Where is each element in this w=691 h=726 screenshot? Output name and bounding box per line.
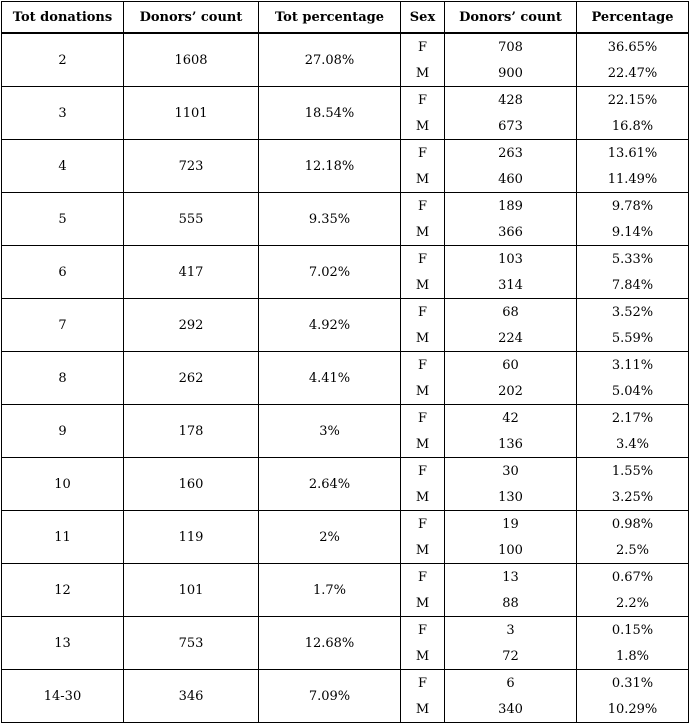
sex-cell: M xyxy=(401,272,445,299)
donors-count-cell: 119 xyxy=(124,511,259,564)
sex-cell: M xyxy=(401,484,445,511)
donors-count-cell: 101 xyxy=(124,564,259,617)
percentage-cell: 2.2% xyxy=(577,590,689,617)
sex-cell: M xyxy=(401,219,445,246)
percentage-cell: 3.4% xyxy=(577,431,689,458)
sex-donors-count-cell: 900 xyxy=(445,60,577,87)
sex-cell: M xyxy=(401,325,445,352)
header-donors-count: Donors’ count xyxy=(124,2,259,34)
sex-cell: F xyxy=(401,87,445,114)
tot-percentage-cell: 7.09% xyxy=(259,670,401,723)
donors-count-cell: 555 xyxy=(124,193,259,246)
sex-cell: F xyxy=(401,564,445,591)
donors-count-cell: 346 xyxy=(124,670,259,723)
tot-donations-cell: 3 xyxy=(2,87,124,140)
percentage-cell: 5.59% xyxy=(577,325,689,352)
sex-cell: F xyxy=(401,140,445,167)
tot-donations-cell: 2 xyxy=(2,33,124,87)
sex-cell: F xyxy=(401,352,445,379)
header-percentage: Percentage xyxy=(577,2,689,34)
table-row xyxy=(2,87,689,114)
sex-cell: F xyxy=(401,617,445,644)
sex-donors-count-cell: 366 xyxy=(445,219,577,246)
percentage-cell: 0.98% xyxy=(577,511,689,538)
tot-donations-cell: 12 xyxy=(2,564,124,617)
sex-donors-count-cell: 103 xyxy=(445,246,577,273)
percentage-cell: 5.33% xyxy=(577,246,689,273)
percentage-cell: 2.5% xyxy=(577,537,689,564)
percentage-cell: 3.11% xyxy=(577,352,689,379)
table-row xyxy=(2,670,689,697)
header-tot-donations: Tot donations xyxy=(2,2,124,34)
percentage-cell: 3.25% xyxy=(577,484,689,511)
sex-donors-count-cell: 19 xyxy=(445,511,577,538)
tot-donations-cell: 7 xyxy=(2,299,124,352)
percentage-cell: 0.15% xyxy=(577,617,689,644)
percentage-cell: 16.8% xyxy=(577,113,689,140)
sex-donors-count-cell: 224 xyxy=(445,325,577,352)
table-row xyxy=(2,458,689,485)
donors-count-cell: 1101 xyxy=(124,87,259,140)
sex-donors-count-cell: 136 xyxy=(445,431,577,458)
donations-table xyxy=(1,1,689,723)
percentage-cell: 9.14% xyxy=(577,219,689,246)
sex-donors-count-cell: 708 xyxy=(445,33,577,60)
percentage-cell: 11.49% xyxy=(577,166,689,193)
sex-cell: F xyxy=(401,670,445,697)
tot-donations-cell: 6 xyxy=(2,246,124,299)
tot-donations-cell: 9 xyxy=(2,405,124,458)
tot-donations-cell: 4 xyxy=(2,140,124,193)
sex-donors-count-cell: 460 xyxy=(445,166,577,193)
sex-cell: F xyxy=(401,511,445,538)
tot-percentage-cell: 7.02% xyxy=(259,246,401,299)
table-row xyxy=(2,246,689,273)
tot-donations-cell: 13 xyxy=(2,617,124,670)
percentage-cell: 13.61% xyxy=(577,140,689,167)
tot-donations-cell: 11 xyxy=(2,511,124,564)
sex-donors-count-cell: 60 xyxy=(445,352,577,379)
sex-cell: M xyxy=(401,537,445,564)
percentage-cell: 0.31% xyxy=(577,670,689,697)
donors-count-cell: 292 xyxy=(124,299,259,352)
sex-donors-count-cell: 202 xyxy=(445,378,577,405)
sex-donors-count-cell: 68 xyxy=(445,299,577,326)
table-body xyxy=(2,33,689,723)
donors-count-cell: 1608 xyxy=(124,33,259,87)
sex-donors-count-cell: 340 xyxy=(445,696,577,723)
sex-donors-count-cell: 72 xyxy=(445,643,577,670)
percentage-cell: 36.65% xyxy=(577,33,689,60)
tot-percentage-cell: 12.68% xyxy=(259,617,401,670)
donors-count-cell: 160 xyxy=(124,458,259,511)
sex-cell: F xyxy=(401,193,445,220)
sex-donors-count-cell: 13 xyxy=(445,564,577,591)
table-row xyxy=(2,564,689,591)
sex-cell: F xyxy=(401,246,445,273)
sex-donors-count-cell: 673 xyxy=(445,113,577,140)
sex-donors-count-cell: 314 xyxy=(445,272,577,299)
table-row xyxy=(2,193,689,220)
tot-percentage-cell: 9.35% xyxy=(259,193,401,246)
table-row xyxy=(2,617,689,644)
percentage-cell: 0.67% xyxy=(577,564,689,591)
percentage-cell: 1.8% xyxy=(577,643,689,670)
percentage-cell: 10.29% xyxy=(577,696,689,723)
sex-cell: M xyxy=(401,113,445,140)
donors-count-cell: 753 xyxy=(124,617,259,670)
tot-percentage-cell: 27.08% xyxy=(259,33,401,87)
donors-count-cell: 723 xyxy=(124,140,259,193)
header-tot-percentage: Tot percentage xyxy=(259,2,401,34)
sex-donors-count-cell: 88 xyxy=(445,590,577,617)
sex-donors-count-cell: 428 xyxy=(445,87,577,114)
tot-percentage-cell: 3% xyxy=(259,405,401,458)
percentage-cell: 7.84% xyxy=(577,272,689,299)
percentage-cell: 2.17% xyxy=(577,405,689,432)
tot-percentage-cell: 4.41% xyxy=(259,352,401,405)
sex-donors-count-cell: 189 xyxy=(445,193,577,220)
percentage-cell: 1.55% xyxy=(577,458,689,485)
sex-cell: F xyxy=(401,299,445,326)
sex-donors-count-cell: 30 xyxy=(445,458,577,485)
table-row xyxy=(2,352,689,379)
tot-percentage-cell: 1.7% xyxy=(259,564,401,617)
sex-donors-count-cell: 130 xyxy=(445,484,577,511)
donors-count-cell: 178 xyxy=(124,405,259,458)
tot-percentage-cell: 18.54% xyxy=(259,87,401,140)
percentage-cell: 22.47% xyxy=(577,60,689,87)
sex-donors-count-cell: 6 xyxy=(445,670,577,697)
sex-cell: M xyxy=(401,696,445,723)
percentage-cell: 9.78% xyxy=(577,193,689,220)
header-row xyxy=(2,2,689,34)
sex-cell: F xyxy=(401,33,445,60)
sex-donors-count-cell: 3 xyxy=(445,617,577,644)
tot-donations-cell: 5 xyxy=(2,193,124,246)
table-row xyxy=(2,405,689,432)
sex-donors-count-cell: 100 xyxy=(445,537,577,564)
tot-donations-cell: 8 xyxy=(2,352,124,405)
donors-count-cell: 262 xyxy=(124,352,259,405)
tot-donations-cell: 14-30 xyxy=(2,670,124,723)
table-row xyxy=(2,511,689,538)
sex-cell: M xyxy=(401,378,445,405)
tot-percentage-cell: 2% xyxy=(259,511,401,564)
sex-cell: M xyxy=(401,431,445,458)
percentage-cell: 22.15% xyxy=(577,87,689,114)
tot-percentage-cell: 2.64% xyxy=(259,458,401,511)
sex-donors-count-cell: 263 xyxy=(445,140,577,167)
table-row xyxy=(2,299,689,326)
tot-percentage-cell: 4.92% xyxy=(259,299,401,352)
table-row xyxy=(2,140,689,167)
sex-cell: F xyxy=(401,458,445,485)
sex-cell: F xyxy=(401,405,445,432)
tot-percentage-cell: 12.18% xyxy=(259,140,401,193)
sex-cell: M xyxy=(401,60,445,87)
percentage-cell: 3.52% xyxy=(577,299,689,326)
donors-count-cell: 417 xyxy=(124,246,259,299)
header-sex-donors-count: Donors’ count xyxy=(445,2,577,34)
table-header xyxy=(2,2,689,34)
percentage-cell: 5.04% xyxy=(577,378,689,405)
table-row xyxy=(2,33,689,60)
header-sex: Sex xyxy=(401,2,445,34)
sex-cell: M xyxy=(401,166,445,193)
sex-cell: M xyxy=(401,643,445,670)
sex-donors-count-cell: 42 xyxy=(445,405,577,432)
tot-donations-cell: 10 xyxy=(2,458,124,511)
sex-cell: M xyxy=(401,590,445,617)
